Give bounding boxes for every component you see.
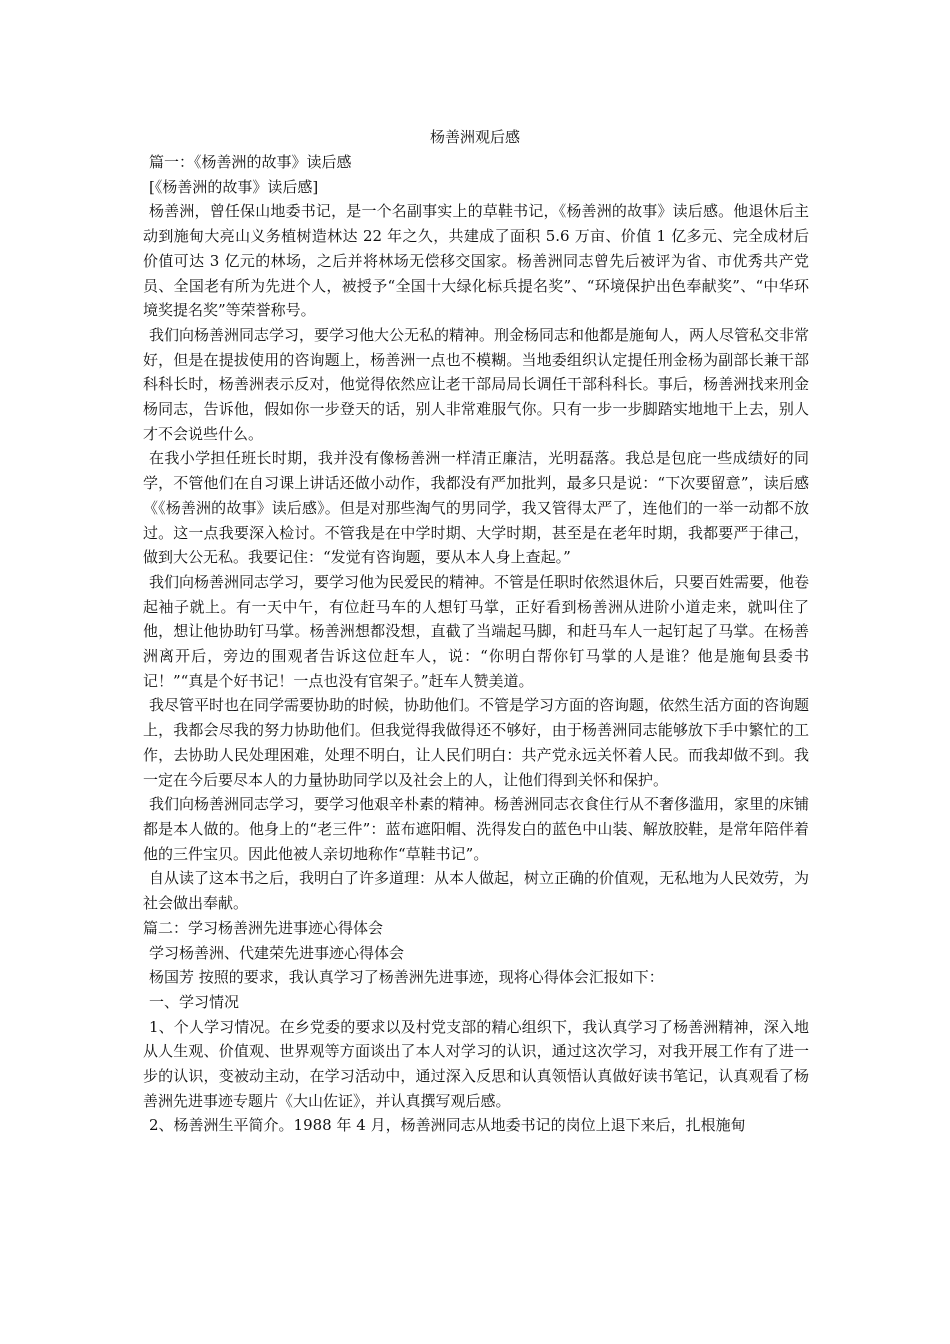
section-heading: [《杨善洲的故事》读后感] [149, 177, 319, 196]
body-paragraph: 1、个人学习情况。在乡党委的要求以及村党支部的精心组织下，我认真学习了杨善洲精神，深入地从人生观、价值观、世界观等方面谈出了本人对学习的认识，通过这次学习，对我开展工作有了进一步的认识，变被动主动，在学习活动中，通过深入反思和认真领悟认真做好读书笔记，认真观看了杨善洲先进事迹专题片《大山佐证》，并认真撰写观后感。 [143, 1017, 809, 1110]
body-paragraph: 在我小学担任班长时期，我并没有像杨善洲一样清正廉洁，光明磊落。我总是包庇一些成绩好的同学，不管他们在自习课上讲话还做小动作，我都没有严加批判，最多只是说：“下次要留意”，读后感《《杨善洲的故事》读后感》。但是对那些淘气的男同学，我又管得太严了，连他们的一举一动都不放过。这一点我要深入检讨。不管我是在中学时期、大学时期，甚至是在老年时期，我都要严于律己，做到大公无私。我要记住：“发觉有咨询题，要从本人身上查起。” [143, 449, 809, 567]
body-paragraph: 我们向杨善洲同志学习，要学习他大公无私的精神。刑金杨同志和他都是施甸人，两人尽管私交非常好，但是在提拔使用的咨询题上，杨善洲一点也不模糊。当地委组织认定提任刑金杨为副部长兼干部科科长时，杨善洲表示反对，他觉得依然应让老干部局局长调任干部科科长。事后，杨善洲找来刑金杨同志，告诉他，假如你一步登天的话，别人非常难服气你。只有一步一步脚踏实地地干上去，别人才不会说些什么。 [143, 325, 810, 443]
section-heading: 杨国芳 按照的要求，我认真学习了杨善洲先进事迹，现将心得体会汇报如下： [149, 968, 664, 987]
section-heading: 篇二：学习杨善洲先进事迹心得体会 [143, 918, 384, 937]
body-paragraph: 杨善洲，曾任保山地委书记，是一个名副事实上的草鞋书记，《杨善洲的故事》读后感。他退休后主动到施甸大亮山义务植树造林达 22 年之久，共建成了面积 5.6 万亩、价值 1 亿多元、完全成材后价值可达 3 亿元的林场，之后并将林场无偿移交国家。杨善洲同志曾先后被评为省、市优秀共产党员、全国老有所为先进个人，被授予“全国十大绿化标兵提名奖”、“环境保护出色奉献奖”、“中华环境奖提名奖”等荣誉称号。 [143, 202, 809, 320]
body-paragraph: 2、杨善洲生平简介。1988 年 4 月，杨善洲同志从地委书记的岗位上退下来后，扎根施甸 [149, 1116, 746, 1135]
document-title: 杨善洲观后感 [429, 128, 520, 146]
body-paragraph: 我们向杨善洲同志学习，要学习他艰辛朴素的精神。杨善洲同志衣食住行从不奢侈滥用，家里的床铺都是本人做的。他身上的“老三件”：蓝布遮阳帽、洗得发白的蓝色中山装、解放胶鞋，是常年陪伴着他的三件宝贝。因此他被人亲切地称作“草鞋书记”。 [143, 795, 810, 863]
document-body [143, 150, 809, 1138]
body-paragraph: 我们向杨善洲同志学习，要学习他为民爱民的精神。不管是任职时依然退休后，只要百姓需要，他卷起袖子就上。有一天中午，有位赶马车的人想钉马掌，正好看到杨善洲从进阶小道走来，就叫住了他，想让他协助钉马掌。杨善洲想都没想，直截了当端起马脚，和赶马车人一起钉起了马掌。在杨善洲离开后，旁边的围观者告诉这位赶车人，说：“你明白帮你钉马掌的人是谁？他是施甸县委书记！”“真是个好书记！一点也没有官架子。”赶车人赞美道。 [143, 572, 810, 690]
section-heading: 一、学习情况 [149, 992, 240, 1011]
section-heading: 篇一：《杨善洲的故事》读后感 [149, 153, 352, 171]
body-paragraph: 我尽管平时也在同学需要协助的时候，协助他们。不管是学习方面的咨询题，依然生活方面的咨询题上，我都会尽我的努力协助他们。但我觉得我做得还不够好，由于杨善洲同志能够放下手中繁忙的工作，去协助人民处理困难，处理不明白，让人民们明白：共产党永远关怀着人民。而我却做不到。我一定在今后要尽本人的力量协助同学以及社会上的人，让他们得到关怀和保护。 [143, 696, 810, 789]
section-heading: 学习杨善洲、代建荣先进事迹心得体会 [149, 943, 405, 962]
body-paragraph: 自从读了这本书之后，我明白了许多道理：从本人做起，树立正确的价值观，无私地为人民效劳，为社会做出奉献。 [143, 869, 810, 913]
